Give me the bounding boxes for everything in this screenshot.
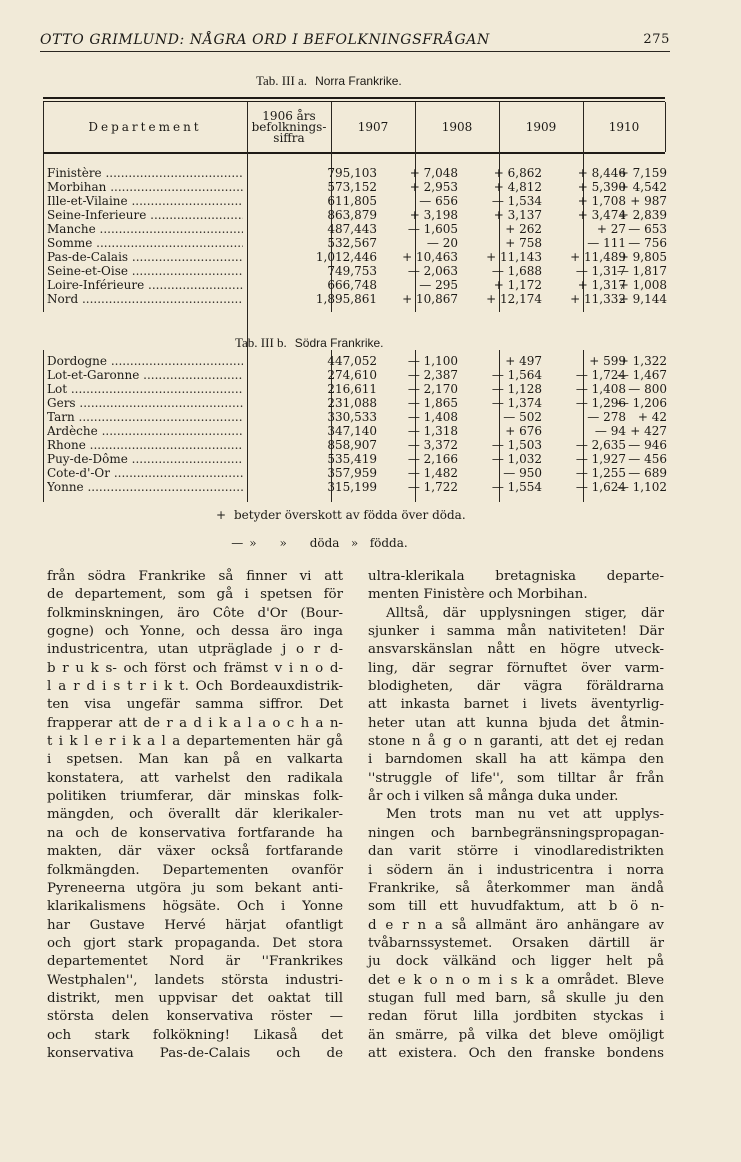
cell-1907: + 3,198: [409, 208, 458, 222]
cell-1908: + 3,137: [493, 208, 542, 222]
text-line: än smärre, på vilka det bleve omöjligt: [368, 1027, 664, 1043]
running-title: OTTO GRIMLUND: NÅGRA ORD I BEFOLKNINGSFRÅGAN: [40, 32, 490, 48]
cell-pop: 487,443: [327, 222, 377, 236]
cell-1908: — 1,688: [491, 264, 542, 278]
cell-1907: — 1,605: [407, 222, 458, 236]
cell-pop: 216,611: [327, 382, 377, 396]
cell-1908: + 1,172: [493, 278, 542, 292]
cell-pop: 532,567: [327, 236, 377, 250]
cell-1907: — 2,387: [407, 368, 458, 382]
col-header-population-line: 1906 års: [262, 108, 316, 123]
cell-1907: + 10,463: [402, 250, 458, 264]
text-line: att existera. Och den franske bondens: [368, 1045, 664, 1061]
table-row: [47, 166, 667, 180]
text-line: folkmängden. Departementen ovanför: [47, 862, 343, 878]
cell-1909: — 1,624: [575, 480, 626, 494]
table-row: [47, 382, 667, 396]
header-rule: [43, 152, 665, 154]
text-line: politiken triumferar, där minskas folk-: [47, 789, 343, 805]
text-line: i spetsen. Man kan på en valkarta: [47, 752, 343, 768]
cell-1907: — 295: [419, 278, 458, 292]
table-left-border: [43, 350, 44, 502]
cell-1909: — 1,408: [575, 382, 626, 396]
cell-1910: + 2,839: [618, 208, 667, 222]
cell-1908: — 1,032: [491, 452, 542, 466]
cell-1910: — 653: [628, 222, 667, 236]
cell-pop: 858,907: [327, 438, 377, 452]
cell-dep: Pas-de-Calais .....: [47, 250, 243, 264]
cell-1909: — 1,255: [575, 466, 626, 480]
table-row: [47, 236, 667, 250]
cell-1910: + 427: [630, 424, 667, 438]
cell-1907: — 656: [419, 194, 458, 208]
cell-1910: — 1,817: [616, 264, 667, 278]
text-line: b r u k s- och först och främst v i n o d-: [47, 660, 343, 676]
table-row: [47, 438, 667, 452]
cell-1909: + 3,474: [577, 208, 626, 222]
text-line: stugan full med barn, så skulle ju den: [368, 990, 664, 1006]
cell-1910: + 9,144: [618, 292, 667, 306]
cell-1907: + 7,048: [409, 166, 458, 180]
text-line: klarikalismens högsäte. Och i Yonne: [47, 899, 343, 915]
col-header-population-line: siffra: [273, 130, 305, 145]
cell-1909: — 94: [594, 424, 626, 438]
legend-line: [216, 522, 408, 564]
table-row: [47, 208, 667, 222]
cell-dep: Finistère .....: [47, 166, 243, 180]
cell-pop: 1,012,446: [315, 250, 377, 264]
cell-pop: 231,088: [327, 396, 377, 410]
text-line: i södern än i industricentra i norra: [368, 862, 664, 878]
cell-pop: 330,533: [327, 410, 377, 424]
cell-1908: + 758: [505, 236, 542, 250]
text-line: Westphalen'', landets största industri-: [47, 972, 343, 988]
text-line: ultra-klerikala bretagniska departe-: [368, 569, 664, 584]
text-line: industricentra, utan utpräglade j o r d-: [47, 642, 343, 658]
table-top-rule-thin: [43, 101, 665, 102]
cell-1909: + 1,708: [577, 194, 626, 208]
text-line: menten Finistère och Morbihan.: [368, 587, 588, 603]
cell-pop: 863,879: [327, 208, 377, 222]
cell-1907: + 2,953: [409, 180, 458, 194]
cell-pop: 795,103: [327, 166, 377, 180]
col-header-population-line: befolknings-: [251, 119, 327, 134]
running-head: [40, 32, 670, 52]
table-b-label: Tab. III b.: [235, 335, 287, 350]
text-line: konstatera, att varhelst den radikala: [47, 770, 343, 786]
table-row: [47, 424, 667, 438]
cell-pop: 1,895,861: [315, 292, 377, 306]
cell-1909: — 2,635: [575, 438, 626, 452]
text-line: dan varit större i vinodlaredistrikten: [368, 844, 664, 860]
text-line: största delen konservativa röster —: [47, 1009, 343, 1025]
cell-1909: + 11,332: [570, 292, 626, 306]
cell-dep: Somme .....: [47, 236, 243, 250]
legend-text: » » döda » födda.: [249, 536, 408, 550]
text-line: ten visa ungefär samma siffror. Det: [47, 697, 343, 713]
cell-1910: — 1,467: [616, 368, 667, 382]
cell-1910: — 756: [628, 236, 667, 250]
cell-1908: + 4,812: [493, 180, 542, 194]
text-line: l a r d i s t r i k t. Och Bordeauxdistrik-: [47, 679, 343, 695]
cell-1907: — 3,372: [407, 438, 458, 452]
cell-pop: 347,140: [327, 424, 377, 438]
table-top-rule: [43, 97, 665, 99]
cell-1907: — 20: [426, 236, 458, 250]
cell-dep: Nord .....: [47, 292, 243, 306]
text-line: gogne) och Yonne, och dessa äro inga: [47, 624, 343, 640]
cell-dep: Manche .....: [47, 222, 243, 236]
cell-1909: + 27: [596, 222, 626, 236]
text-line: Pyreneerna utgöra ju som bekant anti-: [47, 880, 343, 896]
text-line: Alltså, där upplysningen stiger, där: [386, 605, 664, 621]
cell-dep: Tarn .....: [47, 410, 243, 424]
text-line: konservativa Pas-de-Calais och de: [47, 1045, 343, 1061]
table-row: [47, 180, 667, 194]
table-b-title: Södra Frankrike.: [294, 336, 384, 350]
cell-dep: Seine-et-Oise .....: [47, 264, 243, 278]
text-line: sjunker i samma mån nativiteten! Där: [368, 624, 664, 640]
table-row: [47, 480, 667, 494]
cell-1908: — 950: [503, 466, 542, 480]
cell-1907: — 1,318: [407, 424, 458, 438]
cell-1908: — 1,128: [491, 382, 542, 396]
col-header-1909: 1909: [525, 119, 557, 134]
cell-pop: 611,805: [327, 194, 377, 208]
text-line: blodigheten, där vägra föräldrarna: [368, 679, 664, 695]
table-left-border: [43, 102, 44, 312]
text-line: har Gustave Hervé härjat ofantligt: [47, 917, 343, 933]
cell-1908: — 502: [503, 410, 542, 424]
text-line: Frankrike, så återkommer man ändå: [368, 880, 664, 896]
col-header-population: [247, 104, 331, 150]
table-row: [47, 452, 667, 466]
cell-dep: Ardèche .....: [47, 424, 243, 438]
cell-dep: Ille-et-Vilaine .....: [47, 194, 243, 208]
text-line: det e k o n o m i s k a området. Bleve: [368, 972, 664, 988]
text-line: heter utan att kunna bjuda det åtmin-: [368, 715, 664, 731]
cell-1907: — 2,166: [407, 452, 458, 466]
cell-1910: + 1,322: [618, 354, 667, 368]
cell-1908: — 1,554: [491, 480, 542, 494]
legend-symbol: +: [216, 508, 227, 522]
text-line: na och de konservativa fortfarande ha: [47, 825, 343, 841]
cell-1907: — 1,408: [407, 410, 458, 424]
cell-1908: — 1,534: [491, 194, 542, 208]
cell-1907: — 2,063: [407, 264, 458, 278]
cell-pop: 666,748: [327, 278, 377, 292]
table-row: [47, 194, 667, 208]
table-right-border: [665, 102, 666, 152]
cell-1908: + 11,143: [486, 250, 542, 264]
cell-1907: — 1,482: [407, 466, 458, 480]
legend-text: betyder överskott av födda över döda.: [234, 508, 466, 522]
table-row: [47, 250, 667, 264]
cell-1910: + 9,805: [618, 250, 667, 264]
cell-1910: + 987: [630, 194, 667, 208]
text-line: Men trots man nu vet att upplys-: [386, 807, 664, 823]
cell-dep: Seine-Inferieure .....: [47, 208, 243, 222]
cell-1907: + 10,867: [402, 292, 458, 306]
cell-1909: — 1,927: [575, 452, 626, 466]
cell-1907: — 1,865: [407, 396, 458, 410]
legend-line: [216, 508, 466, 522]
text-line: ningen och barnbegränsningspropagan-: [368, 825, 664, 841]
table-a-body: [47, 166, 667, 306]
text-line: ''struggle of life'', som tilltar år från: [368, 770, 664, 786]
text-line: folkminskningen, äro Côte d'Or (Bour-: [47, 605, 343, 621]
text-line: i barndomen skall ha att kämpa den: [368, 752, 664, 768]
table-row: [47, 278, 667, 292]
text-line: från södra Frankrike så finner vi att: [47, 569, 343, 584]
cell-pop: 357,959: [327, 466, 377, 480]
text-line: stone n å g o n garanti, att det ej redan: [368, 734, 664, 750]
text-line: distrikt, men uppvisar det oaktat till: [47, 990, 343, 1006]
text-line: de departement, som gå i spetsen för: [47, 587, 343, 603]
text-line: makten, där växer också fortfarande: [47, 844, 343, 860]
text-line: mängden, och överallt där klerikaler-: [47, 807, 343, 823]
page-number: 275: [643, 32, 670, 47]
cell-1908: + 676: [505, 424, 542, 438]
cell-1909: + 1,317: [577, 278, 626, 292]
table-row: [47, 466, 667, 480]
cell-dep: Yonne .....: [47, 480, 243, 494]
cell-dep: Cote-d'-Or .....: [47, 466, 243, 480]
cell-1908: + 12,174: [486, 292, 542, 306]
table-row: [47, 354, 667, 368]
cell-1909: — 1,317: [575, 264, 626, 278]
text-line: som till ett huvudfaktum, att b ö n-: [368, 899, 664, 915]
cell-dep: Dordogne .....: [47, 354, 243, 368]
cell-1910: — 800: [628, 382, 667, 396]
col-header-1908: 1908: [441, 119, 473, 134]
cell-1910: — 946: [628, 438, 667, 452]
col-header-departement: Departement: [88, 119, 202, 134]
cell-1909: + 599: [589, 354, 626, 368]
text-line: och stark folkökning! Likaså det: [47, 1027, 343, 1043]
table-row: [47, 410, 667, 424]
text-line: t i k l e r i k a l a departementen här gå: [47, 734, 343, 750]
cell-dep: Loire-Inférieure .....: [47, 278, 243, 292]
body-column-right: [368, 568, 664, 1063]
cell-pop: 315,199: [327, 480, 377, 494]
cell-1909: + 8,446: [577, 166, 626, 180]
col-header-1910: 1910: [608, 119, 640, 134]
cell-1907: — 1,722: [407, 480, 458, 494]
cell-pop: 274,610: [327, 368, 377, 382]
table-a-title: Norra Frankrike.: [315, 74, 402, 88]
cell-1910: — 1,206: [616, 396, 667, 410]
table-row: [47, 368, 667, 382]
cell-dep: Lot .....: [47, 382, 243, 396]
cell-1909: — 278: [587, 410, 626, 424]
cell-1908: — 1,564: [491, 368, 542, 382]
cell-1910: — 1,102: [616, 480, 667, 494]
cell-dep: Puy-de-Dôme .....: [47, 452, 243, 466]
body-column-left: [47, 568, 343, 1063]
table-row: [47, 222, 667, 236]
cell-pop: 447,052: [327, 354, 377, 368]
cell-1907: — 1,100: [407, 354, 458, 368]
cell-1910: + 1,008: [618, 278, 667, 292]
cell-dep: Morbihan .....: [47, 180, 243, 194]
text-line: ansvarskänslan nått en högre utveck-: [368, 642, 664, 658]
cell-1910: + 7,159: [618, 166, 667, 180]
cell-dep: Rhone .....: [47, 438, 243, 452]
table-row: [47, 292, 667, 306]
table-b-body: [47, 354, 667, 494]
table-a-caption: [256, 73, 402, 89]
cell-1908: — 1,503: [491, 438, 542, 452]
table-b-caption: [235, 335, 384, 351]
table-a-label: Tab. III a.: [256, 73, 308, 88]
text-line: år och i vilken så många duka under.: [368, 789, 619, 805]
legend-symbol: —: [231, 536, 244, 550]
col-header-1907: 1907: [357, 119, 389, 134]
table-row: [47, 264, 667, 278]
cell-1909: — 1,724: [575, 368, 626, 382]
cell-1908: + 497: [505, 354, 542, 368]
text-line: redan förut lilla jordbiten styckas i: [368, 1009, 664, 1025]
table-row: [47, 396, 667, 410]
text-line: departementet Nord är ''Frankrikes: [47, 954, 343, 970]
cell-1910: — 689: [628, 466, 667, 480]
text-line: och gjort stark propaganda. Det stora: [47, 935, 343, 951]
cell-1908: + 6,862: [493, 166, 542, 180]
cell-1908: — 1,374: [491, 396, 542, 410]
cell-1909: — 1,296: [575, 396, 626, 410]
cell-1909: — 111: [587, 236, 626, 250]
text-line: att inkasta barnet i livets äventyrlig-: [368, 697, 664, 713]
cell-1910: — 456: [628, 452, 667, 466]
cell-dep: Lot-et-Garonne .....: [47, 368, 243, 382]
cell-1910: + 4,542: [618, 180, 667, 194]
cell-dep: Gers .....: [47, 396, 243, 410]
text-line: ling, där segrar förnuftet över varm-: [368, 660, 664, 676]
cell-1910: + 42: [637, 410, 667, 424]
cell-pop: 749,753: [327, 264, 377, 278]
text-line: tvåbarnssystemet. Orsaken därtill är: [368, 935, 664, 951]
text-line: frapperar att de r a d i k a l a o c h a n-: [47, 715, 343, 731]
text-line: d e r n a så allmänt äro anhängare av: [368, 917, 664, 933]
cell-1909: + 11,489: [570, 250, 626, 264]
text-line: ju dock välkänd och ligger helt på: [368, 954, 664, 970]
cell-1908: + 262: [505, 222, 542, 236]
cell-1909: + 5,390: [577, 180, 626, 194]
cell-1907: — 2,170: [407, 382, 458, 396]
cell-pop: 535,419: [327, 452, 377, 466]
cell-pop: 573,152: [327, 180, 377, 194]
